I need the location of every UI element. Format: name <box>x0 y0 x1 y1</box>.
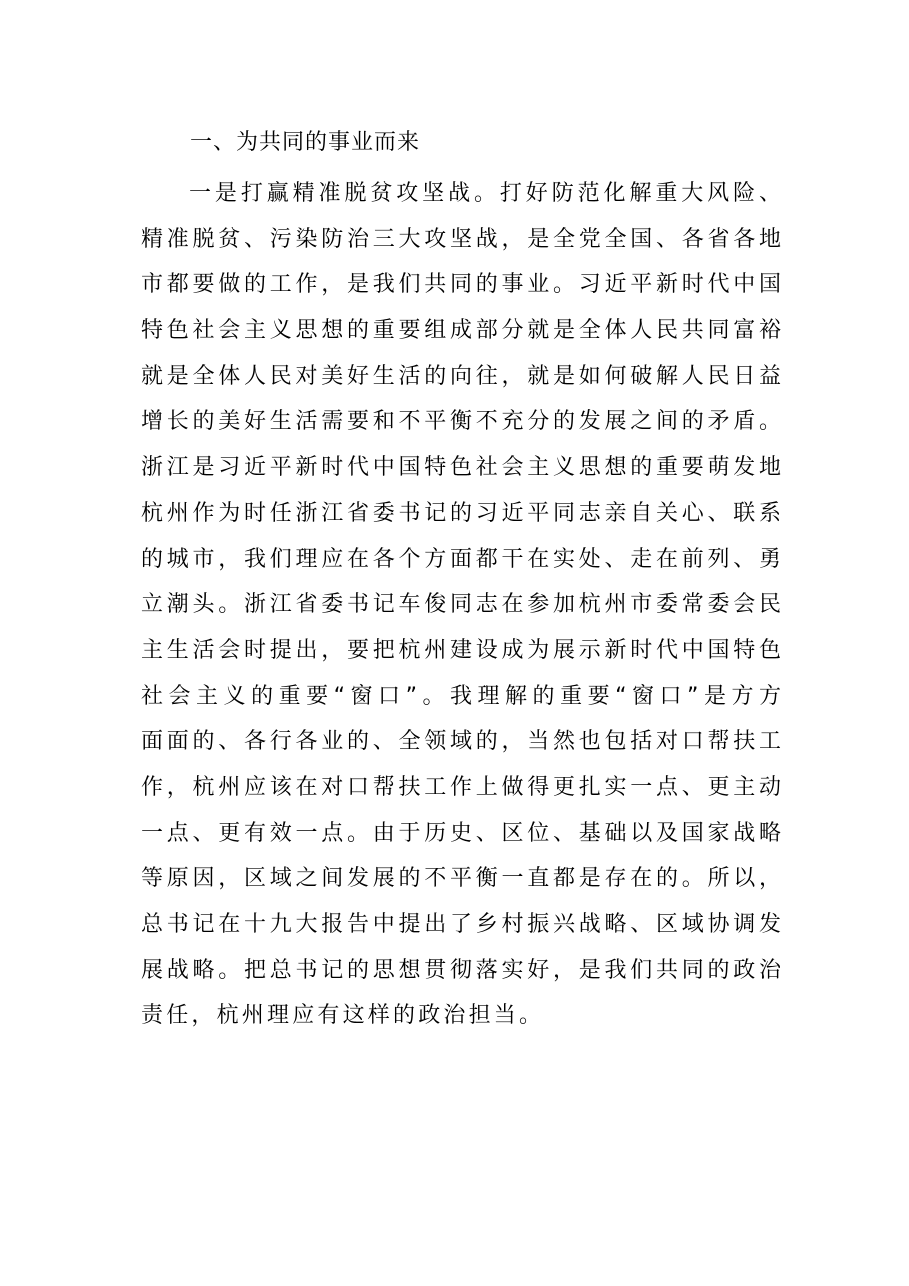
paragraph-line: 作，杭州应该在对口帮扶工作上做得更扎实一点、更主动 <box>141 774 781 800</box>
paragraph-line: 主生活会时提出，要把杭州建设成为展示新时代中国特色 <box>141 637 781 663</box>
paragraph-line: 就是全体人民对美好生活的向往，就是如何破解人民日益 <box>141 363 781 389</box>
paragraph-line: 增长的美好生活需要和不平衡不充分的发展之间的矛盾。 <box>141 409 781 435</box>
paragraph-line: 的城市，我们理应在各个方面都干在实处、走在前列、勇 <box>141 546 781 572</box>
paragraph-line: 杭州作为时任浙江省委书记的习近平同志亲自关心、联系 <box>141 500 781 526</box>
paragraph-line: 市都要做的工作，是我们共同的事业。习近平新时代中国 <box>141 272 781 298</box>
paragraph-line: 立潮头。浙江省委书记车俊同志在参加杭州市委常委会民 <box>141 592 781 618</box>
paragraph-line: 一是打赢精准脱贫攻坚战。打好防范化解重大风险、 <box>189 181 781 206</box>
section-heading: 一、为共同的事业而来 <box>190 130 421 155</box>
paragraph-line: 展战略。把总书记的思想贯彻落实好，是我们共同的政治 <box>141 957 781 983</box>
paragraph-line: 一点、更有效一点。由于历史、区位、基础以及国家战略 <box>141 820 781 846</box>
body-paragraph <box>141 177 781 1045</box>
paragraph-line: 浙江是习近平新时代中国特色社会主义思想的重要萌发地 <box>141 455 781 481</box>
paragraph-line: 面面的、各行各业的、全领域的，当然也包括对口帮扶工 <box>141 729 781 755</box>
paragraph-line: 特色社会主义思想的重要组成部分就是全体人民共同富裕 <box>141 318 781 344</box>
paragraph-line: 社会主义的重要“窗口”。我理解的重要“窗口”是方方 <box>141 683 781 709</box>
paragraph-line: 等原因，区域之间发展的不平衡一直都是存在的。所以， <box>141 866 781 892</box>
paragraph-line: 精准脱贫、污染防治三大攻坚战，是全党全国、各省各地 <box>141 226 781 252</box>
paragraph-line: 总书记在十九大报告中提出了乡村振兴战略、区域协调发 <box>141 912 781 937</box>
paragraph-line-last: 责任，杭州理应有这样的政治担当。 <box>141 1003 545 1029</box>
